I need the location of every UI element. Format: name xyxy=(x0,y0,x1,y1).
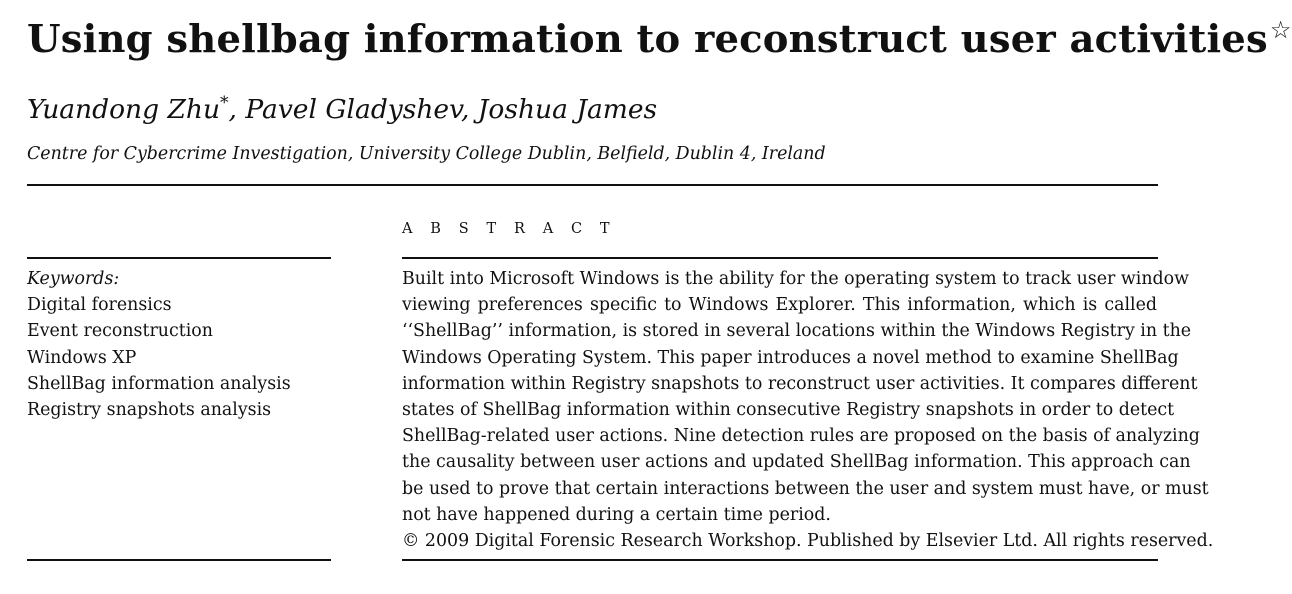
abstract-line: the causality between user actions and updated ShellBag information. This approach can xyxy=(402,452,1191,473)
author-list xyxy=(27,92,657,128)
abstract-line: Built into Microsoft Windows is the ability for the operating system to track user window xyxy=(402,269,1190,289)
header-divider xyxy=(27,184,1158,186)
abstract-body xyxy=(402,266,1214,554)
first-author: Yuandong Zhu xyxy=(27,94,221,125)
abstract-line: ‘‘ShellBag’’ information, is stored in several locations within the Windows Registry in the xyxy=(402,321,1192,342)
abstract-line: be used to prove that certain interactions between the user and system must have, or must xyxy=(402,478,1209,499)
affiliation: Centre for Cybercrime Investigation, University College Dublin, Belfield, Dublin 4, Ireland xyxy=(27,144,826,164)
abstract-line: viewing preferences specific to Windows Explorer. This information, which is called xyxy=(402,295,1157,316)
keyword-item: ShellBag information analysis xyxy=(27,373,291,394)
keyword-item: Digital forensics xyxy=(27,295,172,316)
copyright-notice: © 2009 Digital Forensic Research Workshop. Published by Elsevier Ltd. All rights reserved. xyxy=(402,530,1214,551)
keyword-item: Windows XP xyxy=(27,347,137,368)
abstract-bottom-divider xyxy=(402,559,1158,561)
abstract-heading: A B S T R A C T xyxy=(402,221,617,237)
paper-title xyxy=(27,4,1292,66)
abstract-line: information within Registry snapshots to reconstruct user activities. It compares different xyxy=(402,373,1198,394)
abstract-top-divider xyxy=(402,257,1158,259)
keywords-list xyxy=(27,266,291,423)
star-footnote-icon: ☆ xyxy=(1269,16,1292,44)
keyword-item: Registry snapshots analysis xyxy=(27,400,272,421)
keywords-bottom-divider xyxy=(27,559,331,561)
corresponding-author-mark: * xyxy=(220,93,229,113)
other-authors: , Pavel Gladyshev, Joshua James xyxy=(228,94,658,125)
abstract-line: ShellBag-related user actions. Nine detection rules are proposed on the basis of analyzing xyxy=(402,426,1200,447)
keywords-label: Keywords: xyxy=(27,269,120,289)
abstract-line: states of ShellBag information within consecutive Registry snapshots in order to detect xyxy=(402,399,1175,420)
keyword-item: Event reconstruction xyxy=(27,321,213,342)
keywords-top-divider xyxy=(27,257,331,259)
abstract-line: not have happened during a certain time period. xyxy=(402,504,831,525)
paper-title-text: Using shellbag information to reconstruct user activities xyxy=(27,17,1268,62)
abstract-line: Windows Operating System. This paper introduces a novel method to examine ShellBag xyxy=(402,347,1179,368)
